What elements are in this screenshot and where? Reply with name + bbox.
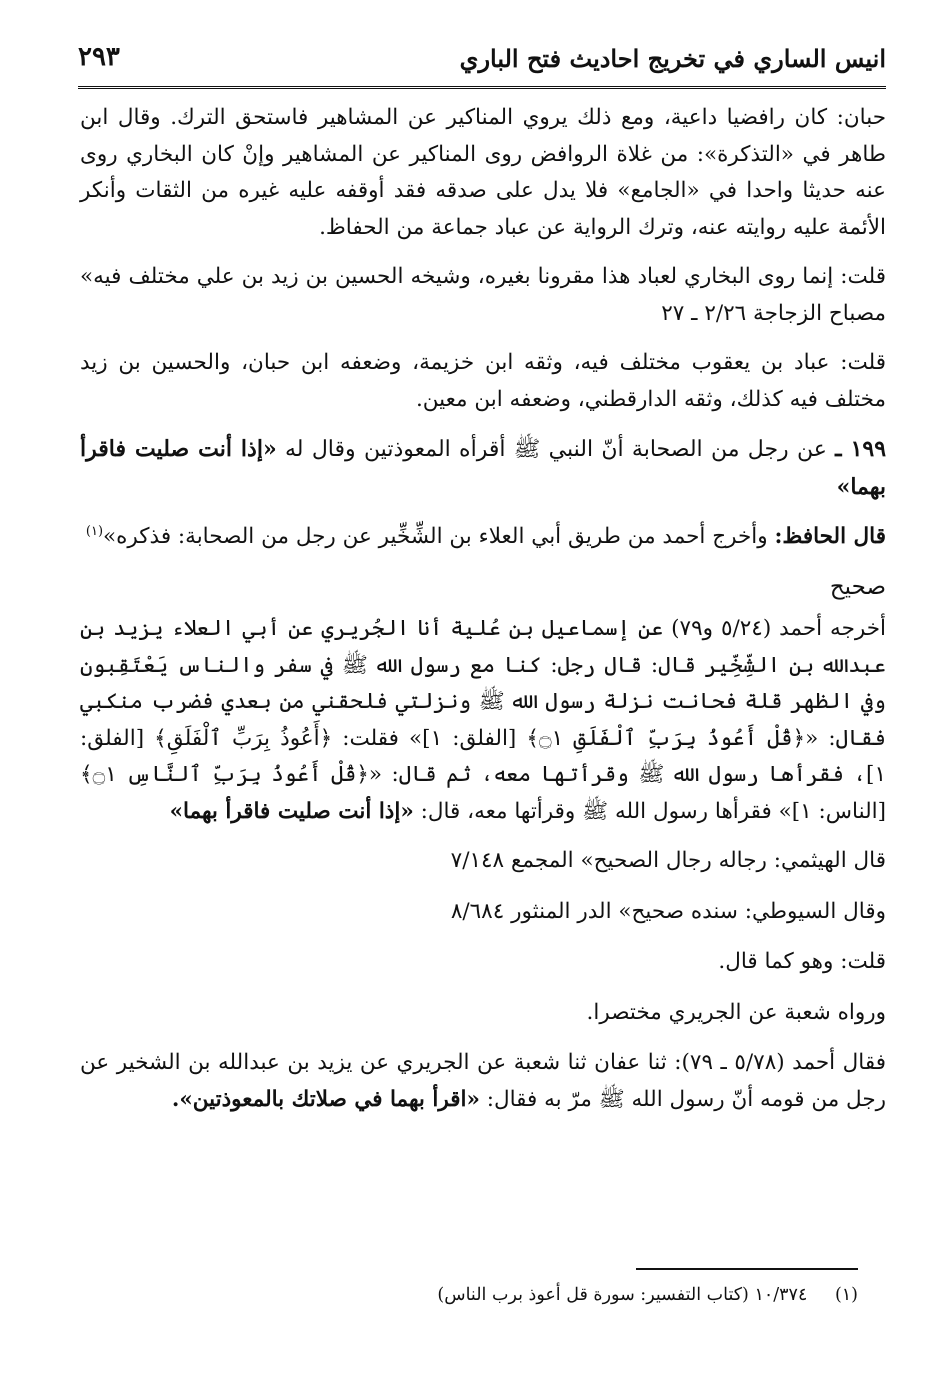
final-text: فقال أحمد (٥/٧٨ ـ ٧٩): ثنا عفان ثنا شعبة عن الجريري عن يزيد بن عبدالله بن الشخير عن رجل من قومه أنّ رسول الله ﷺ مرّ به فقال:: [80, 1050, 886, 1112]
hadith-heading: [80, 431, 886, 506]
paragraph-qultu-1: قلت: إنما روى البخاري لعباد هذا مقرونا بغيره، وشيخه الحسين بن زيد بن علي مختلف فيه» مصباح الزجاجة ٢/٢٦ ـ ٢٧: [80, 264, 886, 326]
page-number: ٢٩٣: [78, 42, 120, 72]
hadith-quote: «إذا أنت صليت فاقرأ بهما»: [80, 436, 886, 500]
footnote-text: ١٠/٣٧٤ (كتاب التفسير: سورة قل أعوذ برب الناس): [437, 1285, 808, 1305]
paragraph-ibn-hibban: حبان: كان رافضيا داعية، ومع ذلك يروي المناكير عن المشاهير فاستحق الترك. وقال ابن طاهر في «التذكرة»: من غلاة الروافض روى المناكير عن المشاهير وإنْ كان البخاري روى عنه حديثا واحدا في «الجامع» فلا يدل على صدقه فقد أوقفه عليه غيره من الثقات وأنكر الأئمة عليه روايته عنه، وترك الرواية عن عباد جماعة من الحفاظ.: [80, 105, 886, 240]
hafiz-label: قال الحافظ:: [774, 524, 886, 550]
qultu-line: قلت: وهو كما قال.: [718, 949, 886, 975]
final-paragraph: [80, 1045, 886, 1118]
book-title: انيس الساري في تخريج احاديث فتح الباري: [459, 44, 886, 73]
footnote: [78, 1282, 858, 1308]
footnote-divider: [636, 1268, 858, 1270]
takhrij-quote: «إذا أنت صليت فاقرأ بهما»: [169, 798, 414, 824]
hadith-text: عن رجل من الصحابة أنّ النبي ﷺ أقرأه المعوذتين وقال له: [285, 437, 827, 462]
final-quote: «اقرأ بهما في صلاتك بالمعوذتين».: [171, 1086, 480, 1112]
paragraph-qultu-2: قلت: عباد بن يعقوب مختلف فيه، وثقه ابن خزيمة، وضعفه ابن حبان، والحسين بن زيد مختلف فيه كذلك، وثقه الدارقطني، وضعفه ابن معين.: [80, 350, 886, 412]
suyuti-line: وقال السيوطي: سنده صحيح» الدر المنثور ٨/٦٨٤: [450, 898, 886, 924]
takhrij-paragraph: [80, 611, 886, 830]
shuba-line: ورواه شعبة عن الجريري مختصرا.: [586, 999, 886, 1025]
hadith-number: ١٩٩ ـ: [835, 436, 887, 462]
footnote-number: (١): [834, 1285, 858, 1305]
footnote-marker: (١): [85, 524, 104, 539]
hadith-grade: صحيح: [829, 573, 886, 600]
haythami-line: قال الهيثمي: رجاله رجال الصحيح» المجمع ٧/١٤٨: [450, 848, 886, 874]
main-text: [80, 100, 886, 1131]
takhrij-text: أخرجه أحمد (٥/٢٤ و٧٩) عن إسماعيل بن عُلية أنا الجُريري عن أبي العلاء يزيد بن عبدالله بن الشِّخِّير قال: قال رجل: كنا مع رسول الله ﷺ في سفر والناس يَعْتَقِبون وفي الظهر قلة فحانت نزلة رسول الله ﷺ ونزلتي فلحقني من بعدي فضرب منكبي فقال: «﴿قُلْ أَعُوذُ بِرَبِّ ٱلْفَلَقِ ۝١﴾ [الفلق: ١]» فقلت: ﴿أَعُوذُ بِرَبِّ ٱلْفَلَقِ﴾ [الفلق: ١]، فقرأها رسول الله ﷺ وقرأتها معه، ثم قال: «﴿قُلْ أَعُوذُ بِرَبِّ ٱلنَّاسِ ۝١﴾ [الناس: ١]» فقرأها رسول الله ﷺ وقرأتها معه، قال:: [80, 616, 886, 824]
hafiz-text: وأخرج أحمد من طريق أبي العلاء بن الشِّخِّير عن رجل من الصحابة: فذكره»: [103, 524, 768, 550]
hafiz-paragraph: [80, 514, 886, 556]
running-header: [78, 40, 886, 89]
